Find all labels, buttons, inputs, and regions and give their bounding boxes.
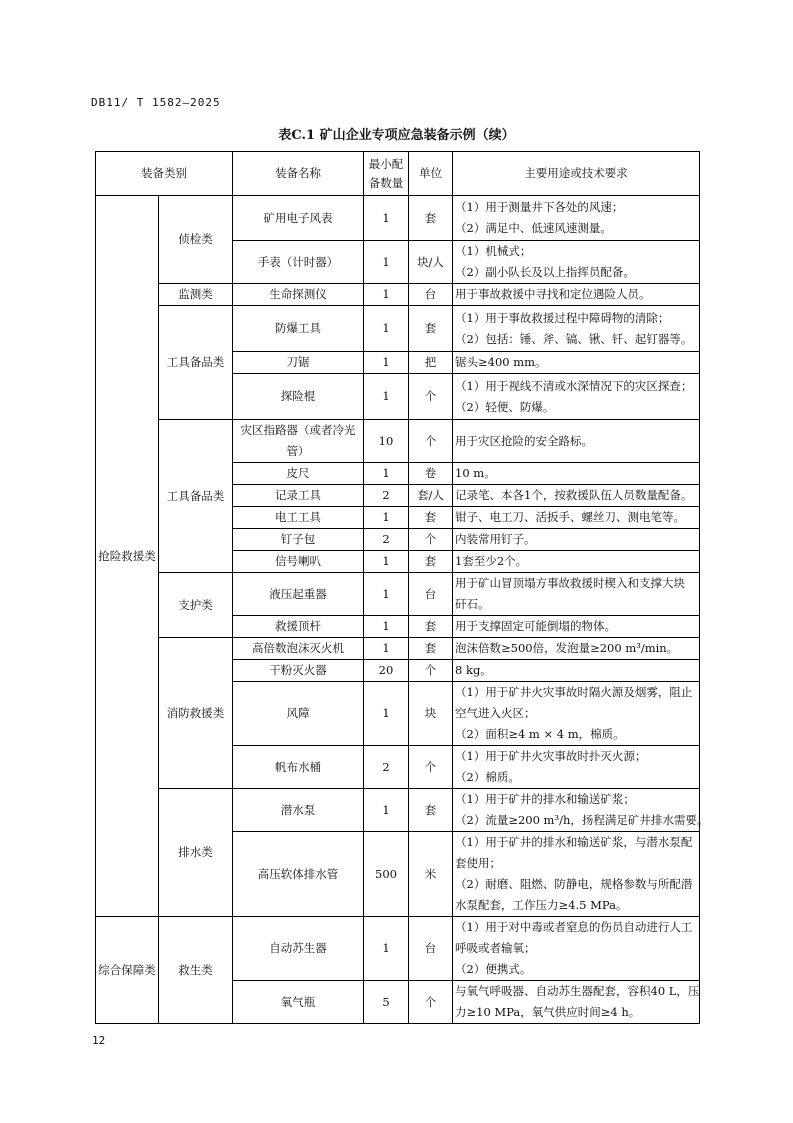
equipment-name: 记录工具 bbox=[233, 485, 364, 507]
table-row bbox=[96, 306, 700, 352]
purpose-line: 用于事故救援中寻找和定位遇险人员。 bbox=[455, 287, 651, 301]
equipment-unit: 套 bbox=[409, 789, 453, 832]
equipment-name: 救援顶杆 bbox=[233, 616, 364, 638]
equipment-unit: 个 bbox=[409, 374, 453, 420]
equipment-purpose bbox=[453, 832, 700, 917]
equipment-unit: 套 bbox=[409, 306, 453, 352]
purpose-line: 1套至少2个。 bbox=[455, 554, 528, 568]
equipment-purpose bbox=[453, 306, 700, 352]
category-cell: 综合保障类 bbox=[96, 917, 159, 1024]
equipment-purpose bbox=[453, 284, 700, 306]
header-unit: 单位 bbox=[409, 152, 453, 196]
purpose-line: 8 kg。 bbox=[455, 663, 492, 677]
table-row bbox=[96, 917, 700, 981]
equipment-purpose bbox=[453, 529, 700, 551]
table-title: 表C.1 矿山企业专项应急装备示例（续） bbox=[278, 128, 515, 143]
purpose-line: 用于矿山冒顶塌方事故救援时楔入和支撑大块 bbox=[455, 576, 685, 590]
equipment-quantity: 1 bbox=[364, 306, 409, 352]
equipment-table bbox=[95, 151, 709, 1024]
equipment-unit: 台 bbox=[409, 573, 453, 616]
equipment-purpose bbox=[453, 573, 700, 616]
equipment-purpose bbox=[453, 241, 700, 284]
subcategory-cell: 工具备品类 bbox=[159, 306, 233, 420]
equipment-unit: 块 bbox=[409, 682, 453, 746]
purpose-line: （1）用于矿井火灾事故时扑灭火源； bbox=[455, 749, 647, 763]
purpose-line: 水泵配套，工作压力≥4.5 MPa。 bbox=[455, 898, 628, 912]
equipment-purpose bbox=[453, 507, 700, 529]
equipment-unit: 米 bbox=[409, 832, 453, 917]
purpose-line: （1）用于对中毒或者窒息的伤员自动进行人工 bbox=[455, 920, 693, 934]
purpose-line: （2）便携式。 bbox=[455, 962, 532, 976]
purpose-line: （1）用于视线不清或水深情况下的灾区探查； bbox=[455, 378, 693, 393]
equipment-unit: 台 bbox=[409, 284, 453, 306]
purpose-line: 记录笔、本各1个，按救援队伍人员数量配备。 bbox=[455, 488, 693, 502]
purpose-line: 矸石。 bbox=[455, 597, 490, 611]
equipment-quantity: 1 bbox=[364, 682, 409, 746]
purpose-line: 呼吸或者输氧； bbox=[455, 941, 536, 955]
header-quantity: 最小配备数量 bbox=[364, 152, 409, 196]
equipment-name: 信号喇叭 bbox=[233, 551, 364, 573]
equipment-unit: 把 bbox=[409, 352, 453, 374]
equipment-quantity: 1 bbox=[364, 241, 409, 284]
equipment-quantity: 1 bbox=[364, 352, 409, 374]
equipment-purpose bbox=[453, 616, 700, 638]
table-row bbox=[96, 284, 700, 306]
document-code: DB11/ T 1582—2025 bbox=[91, 96, 221, 109]
equipment-name: 生命探测仪 bbox=[233, 284, 364, 306]
equipment-unit: 套 bbox=[409, 638, 453, 660]
table-row bbox=[96, 196, 700, 241]
equipment-quantity: 1 bbox=[364, 917, 409, 981]
equipment-unit: 套 bbox=[409, 616, 453, 638]
equipment-name: 灾区指路器（或者冷光管） bbox=[233, 420, 364, 463]
equipment-unit: 个 bbox=[409, 529, 453, 551]
subcategory-cell: 侦检类 bbox=[159, 196, 233, 284]
table-row bbox=[96, 789, 700, 832]
purpose-line: 与氧气呼吸器、自动苏生器配套，容积40 L，压 bbox=[455, 984, 700, 998]
equipment-name: 风障 bbox=[233, 682, 364, 746]
purpose-line: （1）用于矿井的排水和输送矿浆； bbox=[455, 792, 635, 806]
subcategory-cell: 工具备品类 bbox=[159, 420, 233, 573]
purpose-line: （1）用于事故救援过程中障碍物的清除； bbox=[455, 310, 670, 325]
purpose-line: （2）满足中、低速风速测量。 bbox=[455, 221, 612, 235]
table-row bbox=[96, 573, 700, 616]
equipment-quantity: 2 bbox=[364, 529, 409, 551]
equipment-name: 电工工具 bbox=[233, 507, 364, 529]
equipment-unit: 块/人 bbox=[409, 241, 453, 284]
equipment-quantity: 5 bbox=[364, 981, 409, 1024]
equipment-quantity: 2 bbox=[364, 485, 409, 507]
subcategory-cell: 救生类 bbox=[159, 917, 233, 1024]
purpose-line: 套使用； bbox=[455, 856, 501, 870]
header-name: 装备名称 bbox=[233, 152, 364, 196]
equipment-name: 高倍数泡沫灭火机 bbox=[233, 638, 364, 660]
equipment-quantity: 10 bbox=[364, 420, 409, 463]
purpose-line: 用于灾区抢险的安全路标。 bbox=[455, 433, 593, 448]
page-number: 12 bbox=[92, 1034, 106, 1047]
subcategory-cell: 支护类 bbox=[159, 573, 233, 638]
equipment-quantity: 2 bbox=[364, 746, 409, 789]
purpose-line: （1）用于矿井火灾事故时隔火源及烟雾，阻止 bbox=[455, 685, 693, 699]
equipment-quantity: 1 bbox=[364, 616, 409, 638]
equipment-purpose bbox=[453, 746, 700, 789]
equipment-quantity: 1 bbox=[364, 573, 409, 616]
equipment-purpose bbox=[453, 551, 700, 573]
purpose-line: 力≥10 MPa，氧气供应时间≥4 h。 bbox=[455, 1005, 641, 1019]
equipment-name: 液压起重器 bbox=[233, 573, 364, 616]
equipment-name: 钉子包 bbox=[233, 529, 364, 551]
equipment-unit: 个 bbox=[409, 746, 453, 789]
purpose-line: 泡沫倍数≥500倍，发泡量≥200 m³/min。 bbox=[455, 641, 679, 655]
purpose-line: （2）面积≥4 m × 4 m，棉质。 bbox=[455, 727, 625, 741]
equipment-unit: 个 bbox=[409, 420, 453, 463]
purpose-line: 钳子、电工刀、活扳手、螺丝刀、测电笔等。 bbox=[455, 510, 685, 524]
equipment-purpose bbox=[453, 420, 700, 463]
equipment-name: 自动苏生器 bbox=[233, 917, 364, 981]
subcategory-cell: 消防救援类 bbox=[159, 638, 233, 789]
equipment-purpose bbox=[453, 374, 700, 420]
equipment-name: 帆布水桶 bbox=[233, 746, 364, 789]
equipment-quantity: 1 bbox=[364, 374, 409, 420]
equipment-purpose bbox=[453, 682, 700, 746]
category-cell: 抢险救援类 bbox=[96, 196, 159, 917]
purpose-line: （1）用于矿井的排水和输送矿浆，与潜水泵配 bbox=[455, 835, 693, 849]
equipment-quantity: 500 bbox=[364, 832, 409, 917]
purpose-line: 锯头≥400 mm。 bbox=[455, 355, 547, 369]
table-row bbox=[96, 420, 700, 463]
equipment-name: 防爆工具 bbox=[233, 306, 364, 352]
equipment-name: 高压软体排水管 bbox=[233, 832, 364, 917]
purpose-line: （1）用于测量井下各处的风速； bbox=[455, 200, 624, 214]
equipment-quantity: 1 bbox=[364, 507, 409, 529]
equipment-name: 皮尺 bbox=[233, 463, 364, 485]
equipment-unit: 套 bbox=[409, 551, 453, 573]
purpose-line: （2）流量≥200 m³/h，扬程满足矿井排水需要。 bbox=[455, 813, 709, 827]
equipment-quantity: 1 bbox=[364, 638, 409, 660]
equipment-unit: 个 bbox=[409, 660, 453, 682]
purpose-line: （2）棉质。 bbox=[455, 770, 520, 784]
equipment-purpose bbox=[453, 660, 700, 682]
equipment-name: 刀锯 bbox=[233, 352, 364, 374]
equipment-purpose bbox=[453, 352, 700, 374]
purpose-line: （2）包括：锤、斧、镐、锹、钎、起钉器等。 bbox=[455, 331, 693, 346]
equipment-unit: 卷 bbox=[409, 463, 453, 485]
equipment-quantity: 1 bbox=[364, 463, 409, 485]
equipment-name: 氧气瓶 bbox=[233, 981, 364, 1024]
purpose-line: 用于支撑固定可能倒塌的物体。 bbox=[455, 619, 616, 633]
table-row bbox=[96, 638, 700, 660]
equipment-unit: 套/人 bbox=[409, 485, 453, 507]
purpose-line: （2）副小队长及以上指挥员配备。 bbox=[455, 265, 635, 279]
equipment-purpose bbox=[453, 485, 700, 507]
equipment-name: 潜水泵 bbox=[233, 789, 364, 832]
subcategory-cell: 监测类 bbox=[159, 284, 233, 306]
purpose-line: （2）轻便、防爆。 bbox=[455, 399, 555, 414]
subcategory-cell: 排水类 bbox=[159, 789, 233, 917]
equipment-quantity: 1 bbox=[364, 284, 409, 306]
equipment-name: 干粉灭火器 bbox=[233, 660, 364, 682]
equipment-unit: 套 bbox=[409, 507, 453, 529]
header-category: 装备类别 bbox=[96, 152, 233, 196]
equipment-quantity: 1 bbox=[364, 196, 409, 241]
equipment-purpose bbox=[453, 917, 700, 981]
equipment-purpose bbox=[453, 196, 700, 241]
equipment-purpose bbox=[453, 638, 700, 660]
purpose-line: （1）机械式； bbox=[455, 244, 532, 258]
equipment-quantity: 20 bbox=[364, 660, 409, 682]
header-purpose: 主要用途或技术要求 bbox=[453, 152, 700, 196]
equipment-name: 探险棍 bbox=[233, 374, 364, 420]
equipment-unit: 套 bbox=[409, 196, 453, 241]
equipment-name: 矿用电子风表 bbox=[233, 196, 364, 241]
purpose-line: 空气进入火区； bbox=[455, 706, 536, 720]
equipment-name: 手表（计时器） bbox=[233, 241, 364, 284]
equipment-quantity: 1 bbox=[364, 551, 409, 573]
equipment-quantity: 1 bbox=[364, 789, 409, 832]
equipment-unit: 台 bbox=[409, 917, 453, 981]
purpose-line: 内装常用钉子。 bbox=[455, 532, 536, 546]
equipment-unit: 个 bbox=[409, 981, 453, 1024]
equipment-purpose bbox=[453, 463, 700, 485]
equipment-purpose bbox=[453, 981, 700, 1024]
equipment-purpose bbox=[453, 789, 709, 832]
purpose-line: 10 m。 bbox=[455, 466, 496, 480]
purpose-line: （2）耐磨、阻燃、防静电，规格参数与所配潜 bbox=[455, 877, 693, 891]
